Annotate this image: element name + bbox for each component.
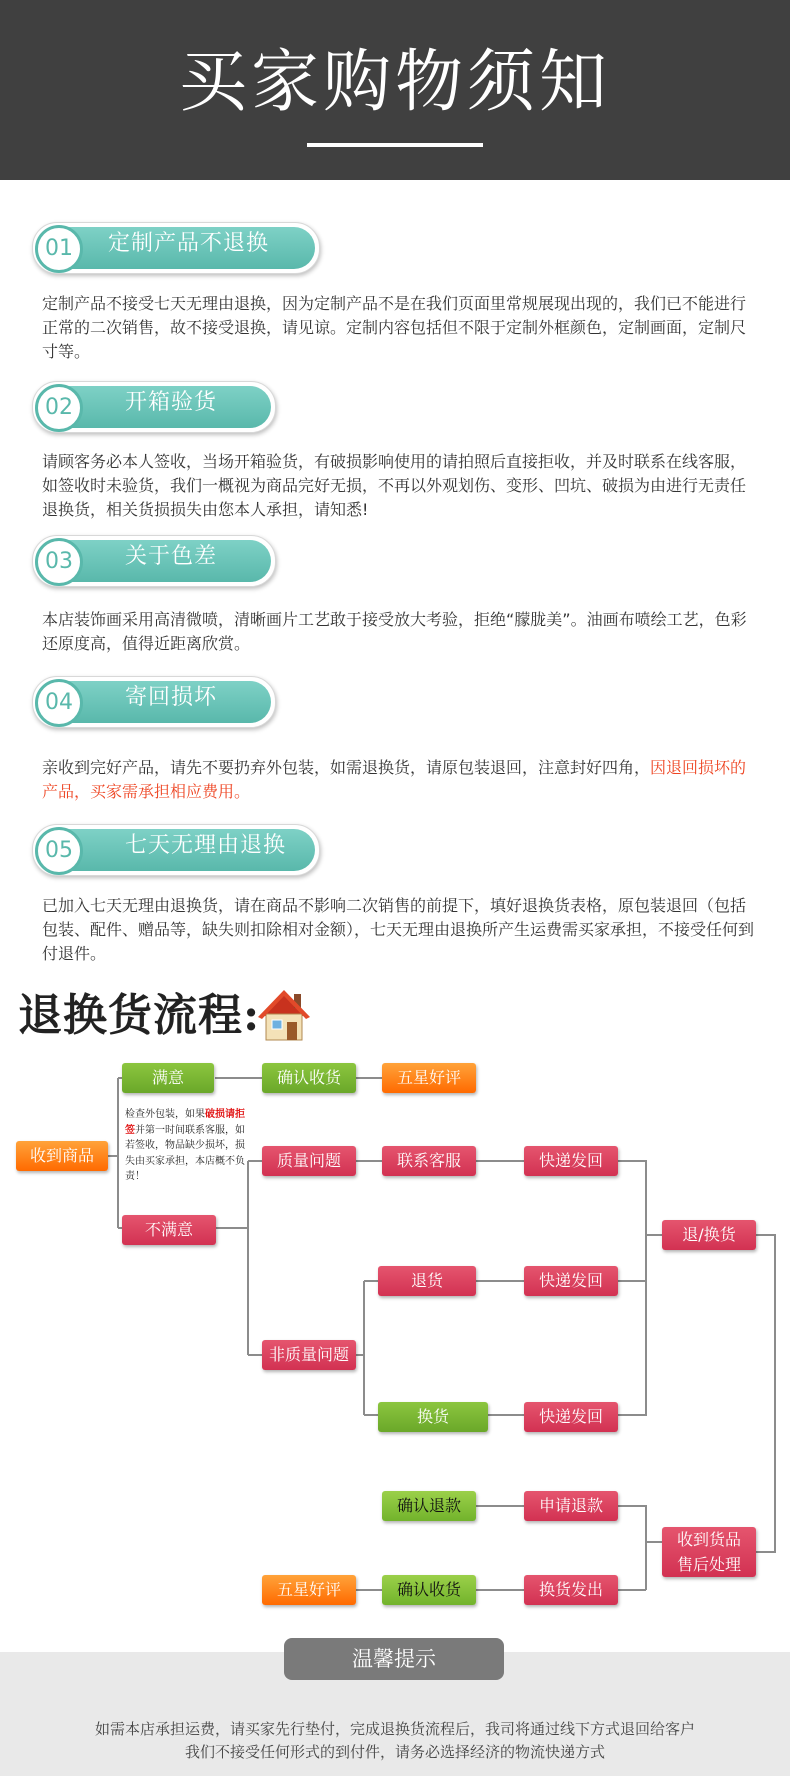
section-number: 03: [35, 538, 83, 586]
section-04-text-warning: 因退回损坏的产品，买家需承担相应费用。: [42, 758, 747, 801]
flow-five-star: 五星好评: [382, 1063, 476, 1093]
flow-confirm-receipt: 确认收货: [262, 1063, 356, 1093]
flow-receive-goods: 收到商品: [16, 1141, 108, 1171]
flow-exchange-goods: 换货: [378, 1402, 488, 1432]
section-title: 寄回损坏: [125, 685, 218, 710]
section-title: 定制产品不退换: [108, 231, 270, 256]
note-text-2: 并第一时间联系客服，如若签收，物品缺少损坏，损失由买家承担，本店概不负责！: [125, 1124, 245, 1182]
flow-return-goods: 退货: [378, 1266, 476, 1296]
section-03-text: 本店装饰画采用高清微喷，清晰画片工艺敢于接受放大考验，拒绝“朦胧美”。油画布喷绘工艺，色彩还原度高，值得近距离欣赏。: [42, 610, 747, 653]
flow-satisfied: 满意: [122, 1063, 214, 1093]
section-01-header: [32, 222, 320, 274]
flow-express-back-2: 快递发回: [524, 1266, 618, 1296]
flow-exchange-ship: 换货发出: [524, 1575, 618, 1605]
flow-apply-refund: 申请退款: [524, 1491, 618, 1521]
flow-quality-issue: 质量问题: [262, 1146, 356, 1176]
page-header: [0, 0, 790, 180]
section-04-text-normal: 亲收到完好产品，请先不要扔弃外包装，如需退换货，请原包装退回，注意封好四角，: [42, 758, 651, 777]
flow-contact-service: 联系客服: [382, 1146, 476, 1176]
section-number: 05: [35, 827, 83, 875]
section-05-text: 已加入七天无理由退换货，请在商品不影响二次销售的前提下，填好退换货表格，原包装退回（包括包装、配件、赠品等，缺失则扣除相对金额），七天无理由退换所产生运费需买家承担，不接受任何到付退件。: [42, 896, 755, 963]
flow-unsatisfied: 不满意: [122, 1215, 216, 1245]
section-number: 01: [35, 225, 83, 273]
flow-express-back-3: 快递发回: [524, 1402, 618, 1432]
section-05-header: [32, 824, 320, 876]
section-title: 关于色差: [125, 544, 218, 569]
title-underline: [307, 143, 483, 147]
note-text: 检查外包装，如果: [125, 1109, 205, 1120]
section-03-header: [32, 535, 276, 587]
flow-express-back-1: 快递发回: [524, 1146, 618, 1176]
footer-line-2: 我们不接受任何形式的到付件，请务必选择经济的物流快递方式: [184, 1743, 605, 1761]
flow-non-quality-issue: 非质量问题: [262, 1340, 356, 1370]
section-04-header: [32, 676, 276, 728]
section-01-text: 定制产品不接受七天无理由退换，因为定制产品不是在我们页面里常规展现出现的，我们已不能进行正常的二次销售，故不接受退换，请见谅。定制内容包括但不限于定制外框颜色，定制画面，定制尺寸等。: [42, 294, 747, 361]
flow-confirm-refund: 确认退款: [382, 1491, 476, 1521]
section-number: 02: [35, 384, 83, 432]
house-icon: [258, 988, 310, 1044]
section-title: 开箱验货: [125, 390, 218, 415]
note-warning: 破损请拒签: [125, 1109, 245, 1136]
section-number: 04: [35, 679, 83, 727]
footer-line-1: 如需本店承担运费，请买家先行垫付，完成退换货流程后，我司将通过线下方式退回给客户: [94, 1720, 695, 1738]
page-title: 买家购物须知: [178, 43, 611, 122]
warm-tip-badge: 温馨提示: [284, 1638, 504, 1680]
flow-confirm-receipt-2: 确认收货: [382, 1575, 476, 1605]
section-02-header: [32, 381, 276, 433]
flow-received-after-sale: 收到货品 售后处理: [662, 1527, 756, 1577]
flow-five-star-2: 五星好评: [262, 1575, 356, 1605]
section-02-text: 请顾客务必本人签收，当场开箱验货，有破损影响使用的请拍照后直接拒收，并及时联系在线客服，如签收时未验货，我们一概视为商品完好无损，不再以外观划伤、变形、凹坑、破损为由进行无责任退换货，相关货损损失由您本人承担，请知悉!: [42, 452, 747, 519]
flow-note: [125, 1107, 250, 1185]
section-title: 七天无理由退换: [125, 833, 287, 858]
flow-title: 退换货流程:: [18, 990, 261, 1041]
section-04-text: [42, 756, 754, 804]
flow-return-exchange: 退/换货: [662, 1220, 756, 1250]
